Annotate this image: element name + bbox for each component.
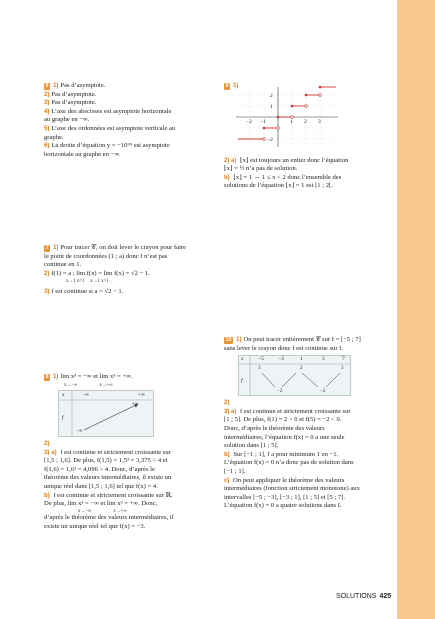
item-number: b) [224,451,230,458]
text-line: f est continue si a = √2 − 1. [51,287,124,295]
text-line: On peut appliquer le théorème des valeurs [231,476,345,484]
axis-tick-label: −1 [260,118,266,125]
text-line: solutions de l’équation ⌊x⌋ = 1 est [1 ; 2[. [224,182,333,190]
table-cell: −3 [278,356,284,363]
table-cell: −5 [258,356,264,363]
table-cell: 2 [300,366,303,372]
text-line: L’axe des ordonnées est asymptote verticale au [51,124,176,132]
table-cell: 3 [341,366,344,372]
exercise-badge: 6 [45,83,49,89]
page-number: 425 [379,593,392,600]
variation-table-10 [224,355,394,399]
axis-tick-label: 1 [270,103,273,110]
limit-subscript: x→1 x<1 [66,279,85,285]
item-number: 3) [44,100,50,107]
item-number: 3) [44,449,50,456]
footer-label: SOLUTIONS [336,593,377,600]
table-cell: 7 [342,356,345,363]
table-cell: −2 [320,389,326,395]
item-number: a) [51,449,57,456]
axis-tick-label: −2 [267,136,273,143]
text-line: sans lever le crayon donc f est continue sur I. [224,344,344,352]
text-line: le point de coordonnées (1 ; a) donc f n’est pas [44,252,168,260]
table-label: x [62,392,65,399]
limit-subscript: x→−∞ [78,508,92,514]
table-cell: +∞ [138,392,146,399]
text-line: [1 ; 5]. De plus, f(1) = 2 > 0 et f(5) = −2 < 0. [224,416,342,424]
text-line: La droite d’équation y = −10⁹⁹ est asymptote [51,142,170,150]
exercise-7 [44,244,216,296]
text-line: existe un unique réel tel que f(x) = −3. [44,522,146,530]
item-number: 2) [44,441,50,448]
exercise-badge: 10 [225,337,232,343]
axis-tick-label: 1 [290,118,293,125]
text-line: théorème des valeurs intermédiaires, il existe un [44,474,172,482]
item-number: 1) [233,83,239,89]
text-line: solution dans [1 ; 5]. [224,442,279,450]
table-label: f [241,378,243,385]
text-line: De plus, lim x³ = −∞ et lim x³ = +∞. Donc, [44,500,158,508]
item-number: 3) [44,288,50,295]
item-number: 3) a) [224,408,237,415]
item-number: 2) a) [224,157,237,164]
limit-subscript: x→+∞ [113,508,127,514]
item-number: 2) [44,270,50,277]
text-line: f(1) = a ; lim f(x) = lim f(x) = √2 − 1. [51,269,150,277]
limit-subscript: x→1 x>1 [90,279,109,285]
item-number: 2) [44,91,50,98]
text-line: intermédiaires (fonction strictement monotone) aux [224,485,360,493]
variation-table-svg [238,355,358,397]
text-line: f est continue et strictement croissante sur [58,448,171,456]
item-number: b) [44,492,50,499]
text-line: Pas d’asymptote. [51,99,97,107]
limit-subscript: x→−∞ [64,382,78,388]
text-line: Pour tracer 𝒞, on doit lever le crayon pour faire [60,244,187,251]
text-line: ⌊x⌋ = 1 ⇔ 1 ≤ x < 2 donc l’ensemble des [231,173,342,181]
table-cell: 1 [300,356,303,363]
text-line: Pas d’asymptote. [51,90,97,98]
text-line: continue en 1. [44,261,82,269]
text-line: [1,5 ; 1,6]. De plus, f(1,5) = 1,5³ = 3,375 < 4 et [44,457,168,465]
text-line: f(1,6) = 1,6³ = 4,096 > 4. Donc, d’après le [44,465,155,473]
item-number: 1) [53,374,59,380]
text-line: lim x³ = −∞ et lim x³ = +∞. [60,373,133,380]
item-number: 1) [53,245,59,251]
item-number: 1) [236,337,242,343]
table-label: x [241,356,244,363]
exercise-6 [44,82,216,159]
text-line: f est continue et strictement croissante sur [238,407,351,415]
item-number: b) [224,174,230,181]
item-number: 4) [44,108,50,115]
exercise-badge: 9 [225,83,229,89]
text-line: Donc, d’après le théorème des valeurs [224,424,325,432]
table-cell: −∞ [76,429,83,435]
item-number: c) [224,477,230,484]
text-line: unique réel dans [1,5 ; 1,6] tel que f(x) = 4. [44,483,158,491]
text-line: Pas d’asymptote. [60,82,106,89]
exercise-badge: 8 [45,374,49,380]
text-line: intermédiaires, l’équation f(x) = 0 a une seule [224,433,345,441]
text-line: [−1 ; 1]. [224,467,246,475]
text-line: intervalles [−5 ; −3], [−3 ; 1], [1 ; 5] et [5 ; 7]. [224,493,346,501]
exercise-10 [224,336,394,511]
page-edge-tab [397,0,435,619]
item-number: 5) [44,125,50,132]
exercise-badge: 7 [45,245,49,251]
variation-table-8 [44,390,216,440]
text-line: L’axe des abscisses est asymptote horizontale [51,107,172,115]
table-cell: +∞ [132,402,139,408]
axis-tick-label: −2 [246,118,252,125]
text-line: L’équation f(x) = 0 a quatre solutions dans I. [224,502,342,510]
axis-tick-label: 2 [304,118,307,125]
limit-subscript: x→+∞ [99,382,113,388]
table-cell: 5 [322,356,325,363]
page-footer [336,593,391,600]
axis-tick-label: 2 [270,92,273,99]
axis-tick-label: 3 [318,118,321,125]
text-line: graphe. [44,133,64,141]
item-number: 2) [224,400,230,407]
text-line: ⌊x⌋ = ½ n’a pas de solution. [224,165,298,173]
text-line: On peut tracer entièrement 𝒞 sur I = [−5 ; 7] [243,336,361,343]
text-line: L’équation f(x) = 0 n’a donc pas de solution dans [224,459,354,467]
exercise-9 [224,82,394,191]
text-line: Sur [−1 ; 1], f a pour minimum 1 en −1. [231,450,339,458]
floor-function-graph [224,91,394,157]
exercise-8 [44,373,216,532]
text-line: horizontale au graphe en −∞. [44,150,121,158]
table-label: f [62,415,64,422]
table-cell: −2 [277,389,283,395]
text-line: ⌊x⌋ est toujours un entier donc l’équation [238,156,349,164]
table-cell: 3 [258,366,261,372]
item-number: 6) [44,143,50,150]
text-line: f est continue et strictement croissante sur ℝ. [51,491,173,499]
text-line: d’après le théorème des valeurs intermédiaires, il [44,514,174,522]
item-number: 1) [53,83,59,89]
table-cell: −∞ [82,392,90,399]
text-line: au graphe en −∞. [44,116,90,124]
